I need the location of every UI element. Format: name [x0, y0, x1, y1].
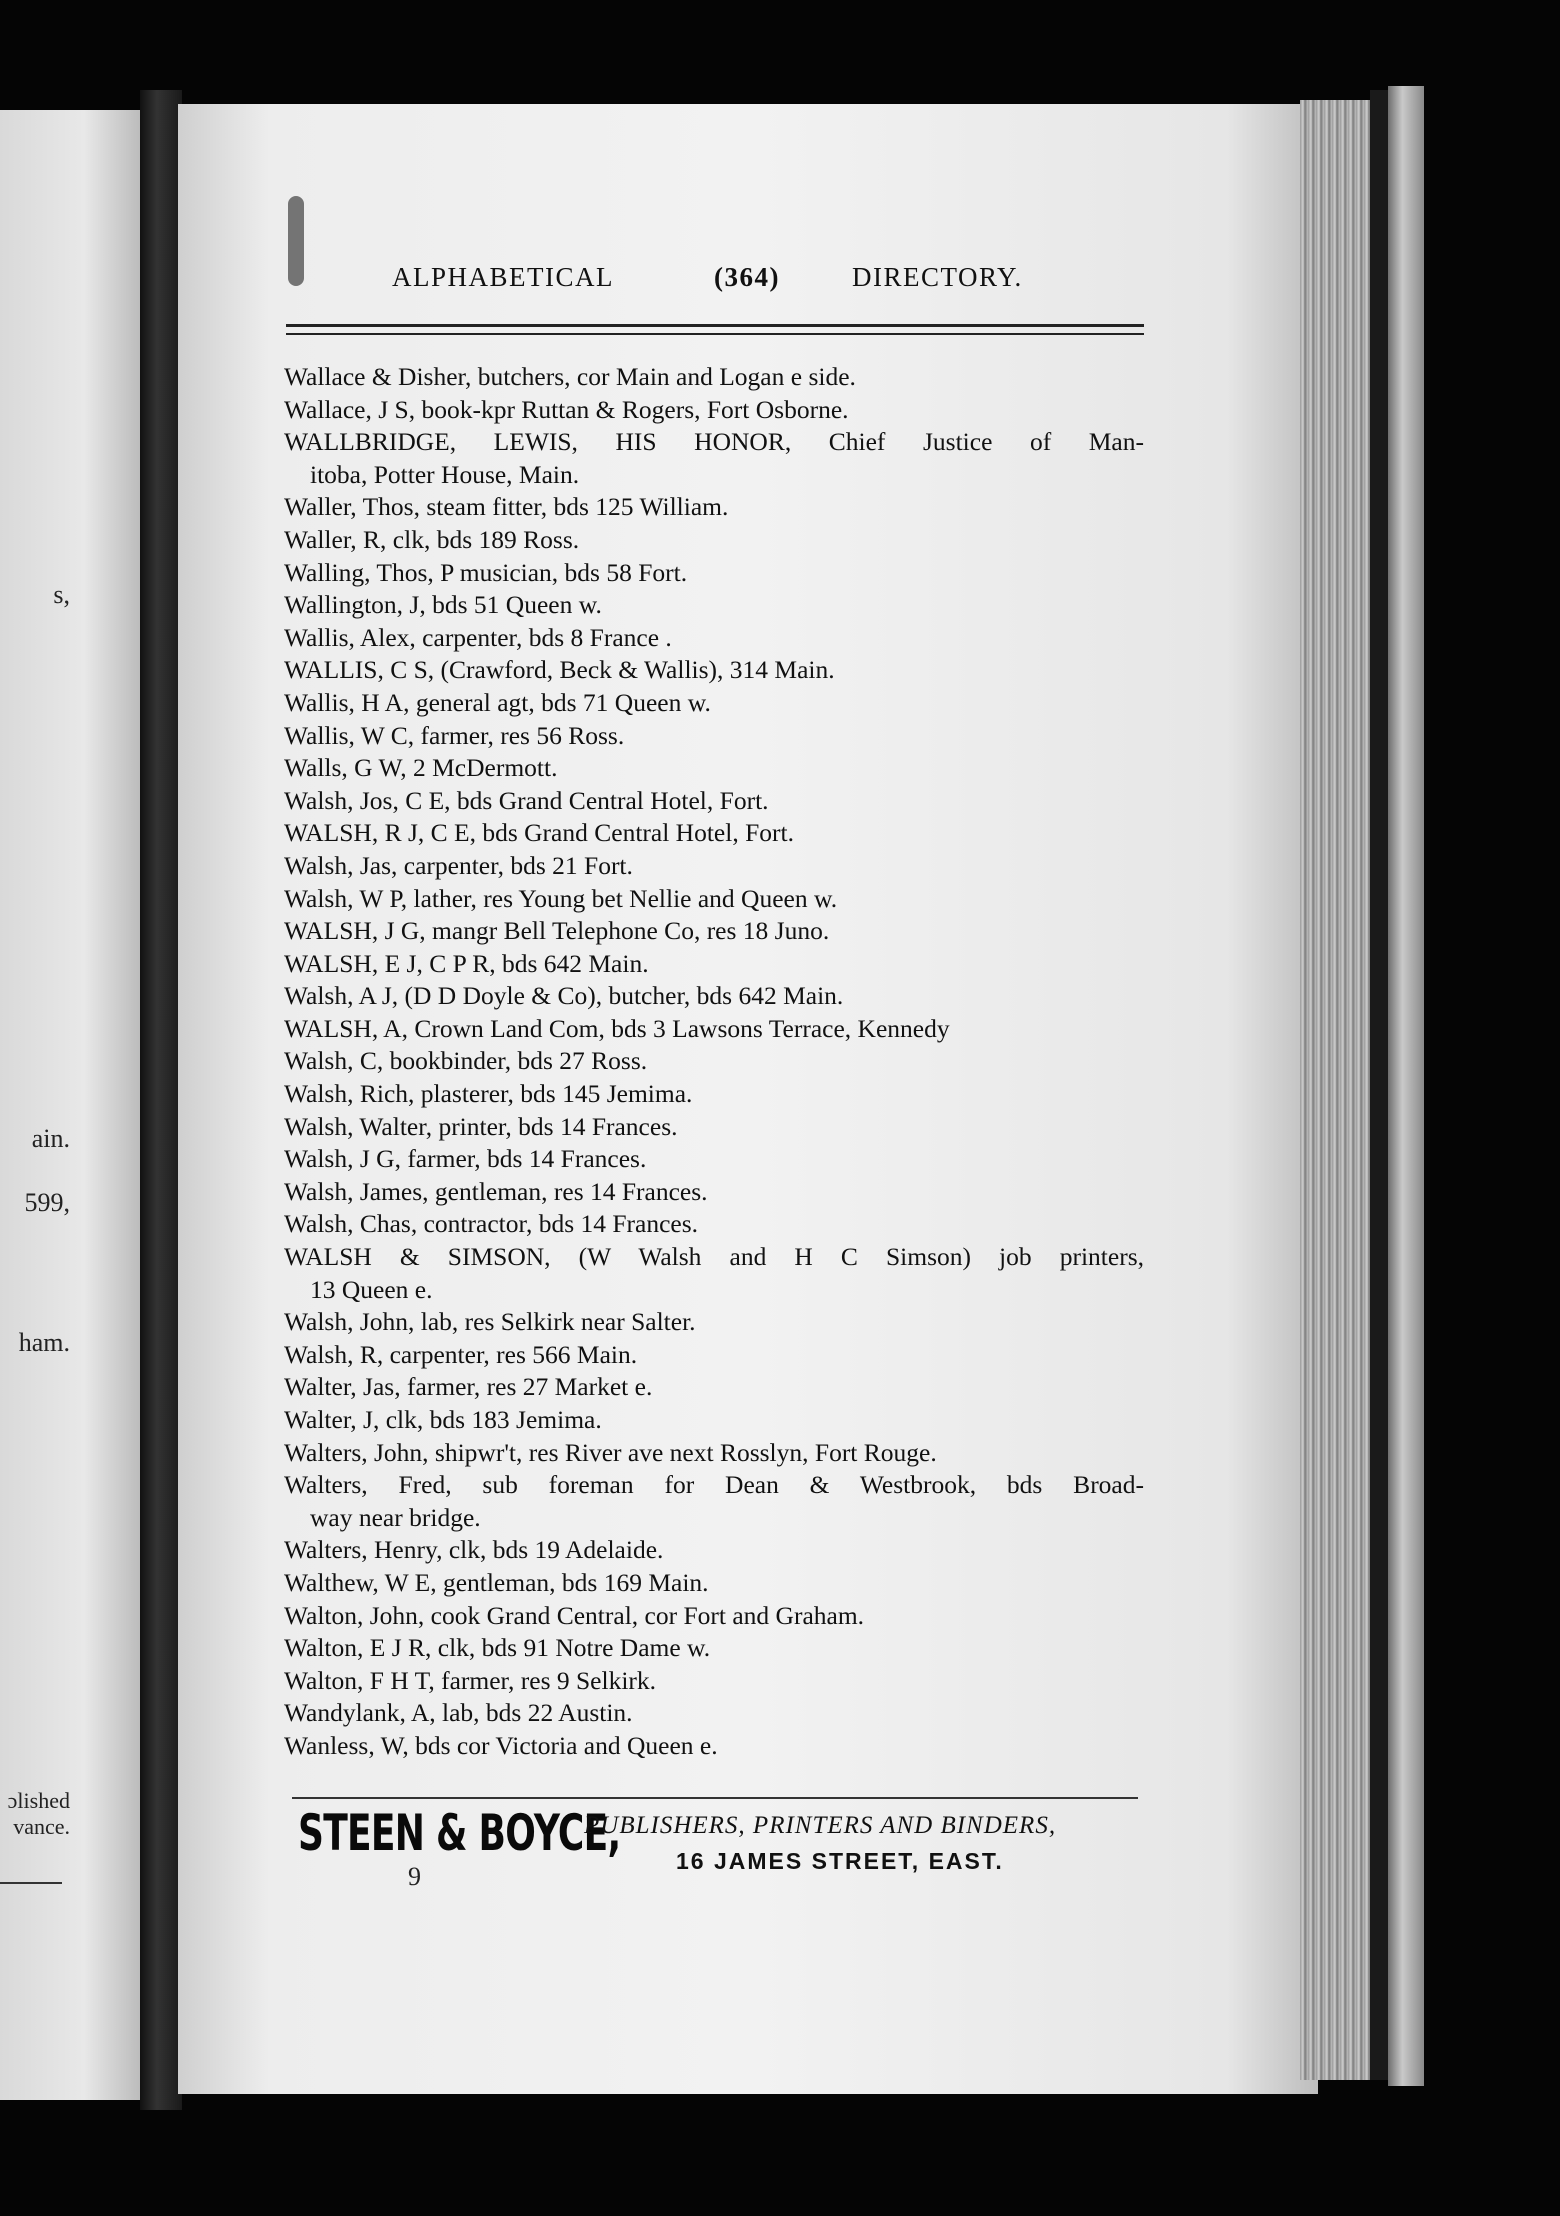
entry-line: WALLBRIDGE, LEWIS, HIS HONOR, Chief Justice of Man- [284, 427, 1144, 457]
directory-entry [284, 361, 1154, 394]
header-title-left: ALPHABETICAL [392, 262, 614, 292]
entry-line: WALLIS, C S, (Crawford, Beck & Wallis), 314 Main. [284, 655, 835, 685]
directory-entry [284, 1665, 1154, 1698]
entry-line: Waller, Thos, steam fitter, bds 125 William. [284, 492, 729, 522]
entry-line: Wallace & Disher, butchers, cor Main and Logan e side. [284, 362, 856, 391]
entry-line: Wallis, H A, general agt, bds 71 Queen w. [284, 687, 711, 717]
entry-line: Walsh, John, lab, res Selkirk near Salter. [284, 1307, 696, 1337]
directory-entry [284, 817, 1154, 850]
directory-entry [284, 720, 1154, 753]
entry-line: Walls, G W, 2 McDermott. [284, 753, 558, 783]
directory-entry [284, 589, 1154, 622]
directory-entry [284, 426, 1154, 491]
page-edges [1300, 100, 1370, 2080]
directory-entry [284, 394, 1154, 427]
footer-rule [292, 1797, 1138, 1799]
entry-line: Wallace, J S, book-kpr Ruttan & Rogers, Fort Osborne. [284, 394, 849, 424]
book-cover-edge [1388, 86, 1424, 2086]
entry-line: Walthew, W E, gentleman, bds 169 Main. [284, 1567, 709, 1597]
directory-entries [284, 361, 1154, 1763]
entry-line: Walsh, R, carpenter, res 566 Main. [284, 1339, 638, 1369]
entry-line: Walton, John, cook Grand Central, cor Fort and Graham. [284, 1600, 865, 1630]
entry-line: WALSH & SIMSON, (W Walsh and H C Simson) job printers, [284, 1242, 1144, 1272]
entry-line: Walsh, J G, farmer, bds 14 Frances. [284, 1144, 647, 1174]
page-edge-shadow [1370, 90, 1388, 2080]
directory-entry [284, 1567, 1154, 1600]
directory-entry [284, 1241, 1154, 1306]
publisher-brand: STEEN & BOYCE, [298, 1804, 621, 1862]
directory-entry [284, 491, 1154, 524]
publisher-address: 16 JAMES STREET, EAST. [676, 1848, 1004, 1874]
entry-line: Walsh, C, bookbinder, bds 27 Ross. [284, 1046, 648, 1076]
header-title-right: DIRECTORY. [852, 262, 1023, 292]
directory-entry [284, 1469, 1154, 1534]
entry-continuation: itoba, Potter House, Main. [310, 459, 580, 489]
directory-entry [284, 1208, 1154, 1241]
directory-entry [284, 752, 1154, 785]
entry-line: WALSH, A, Crown Land Com, bds 3 Lawsons Terrace, Kennedy [284, 1013, 950, 1043]
left-page-edge [0, 110, 140, 2100]
entry-line: WALSH, R J, C E, bds Grand Central Hotel, Fort. [284, 818, 794, 848]
directory-entry [284, 883, 1154, 916]
entry-line: Walsh, W P, lather, res Young bet Nellie and Queen w. [284, 883, 838, 913]
directory-entry [284, 1143, 1154, 1176]
directory-entry [284, 1534, 1154, 1567]
entry-line: WALSH, J G, mangr Bell Telephone Co, res 18 Juno. [284, 916, 830, 946]
entry-line: Walling, Thos, P musician, bds 58 Fort. [284, 557, 688, 587]
directory-entry [284, 1697, 1154, 1730]
left-page-fragment: ham. [18, 1328, 70, 1357]
left-page-rule [0, 1882, 62, 1884]
entry-line: Walsh, Jas, carpenter, bds 21 Fort. [284, 850, 633, 880]
entry-line: Walters, Fred, sub foreman for Dean & Westbrook, bds Broad- [284, 1470, 1144, 1500]
entry-line: Walsh, Jos, C E, bds Grand Central Hotel, Fort. [284, 785, 769, 815]
header-rule [286, 324, 1144, 327]
directory-entry [284, 1404, 1154, 1437]
directory-entry [284, 1600, 1154, 1633]
directory-entry [284, 1013, 1154, 1046]
left-page-fragment: ɔlished [7, 1788, 70, 1813]
directory-entry [284, 1176, 1154, 1209]
entry-line: Walsh, Walter, printer, bds 14 Frances. [284, 1111, 678, 1141]
entry-continuation: 13 Queen e. [310, 1274, 433, 1304]
book-gutter [140, 90, 182, 2110]
directory-entry [284, 1306, 1154, 1339]
directory-entry [284, 1111, 1154, 1144]
publisher-tagline: PUBLISHERS, PRINTERS AND BINDERS, [584, 1812, 1057, 1839]
entry-line: Walton, F H T, farmer, res 9 Selkirk. [284, 1665, 657, 1695]
header-rule [286, 333, 1144, 335]
directory-entry [284, 785, 1154, 818]
entry-line: Walsh, Rich, plasterer, bds 145 Jemima. [284, 1079, 693, 1109]
entry-line: WALSH, E J, C P R, bds 642 Main. [284, 948, 649, 978]
entry-line: Wallis, Alex, carpenter, bds 8 France . [284, 622, 672, 652]
entry-line: Walters, Henry, clk, bds 19 Adelaide. [284, 1535, 664, 1565]
directory-entry [284, 980, 1154, 1013]
entry-line: Walsh, A J, (D D Doyle & Co), butcher, bds 642 Main. [284, 981, 844, 1011]
directory-entry [284, 1045, 1154, 1078]
directory-entry [284, 1437, 1154, 1470]
entry-line: Walters, John, shipwr't, res River ave next Rosslyn, Fort Rouge. [284, 1437, 937, 1467]
entry-line: Walsh, James, gentleman, res 14 Frances. [284, 1176, 708, 1206]
signature-mark: 9 [408, 1862, 421, 1891]
directory-entry [284, 1339, 1154, 1372]
entry-line: Wanless, W, bds cor Victoria and Queen e. [284, 1730, 718, 1760]
entry-line: Wandylank, A, lab, bds 22 Austin. [284, 1698, 633, 1728]
entry-line: Walter, J, clk, bds 183 Jemima. [284, 1405, 602, 1434]
page-number: (364) [714, 262, 780, 292]
left-page-fragment: s, [53, 580, 70, 609]
directory-entry [284, 1371, 1154, 1404]
entry-line: Wallington, J, bds 51 Queen w. [284, 590, 602, 620]
directory-entry [284, 654, 1154, 687]
directory-entry [284, 1632, 1154, 1665]
left-page-fragment: vance. [13, 1814, 70, 1839]
directory-entry [284, 1078, 1154, 1111]
directory-entry [284, 948, 1154, 981]
directory-entry [284, 687, 1154, 720]
ink-smudge [288, 196, 304, 286]
entry-line: Wallis, W C, farmer, res 56 Ross. [284, 720, 625, 750]
entry-continuation: way near bridge. [310, 1502, 481, 1532]
directory-entry [284, 557, 1154, 590]
entry-line: Walter, Jas, farmer, res 27 Market e. [284, 1372, 653, 1402]
directory-entry [284, 1730, 1154, 1763]
left-page-fragment: ain. [31, 1124, 70, 1153]
entry-line: Walton, E J R, clk, bds 91 Notre Dame w. [284, 1633, 711, 1663]
directory-entry [284, 524, 1154, 557]
directory-entry [284, 850, 1154, 883]
entry-line: Walsh, Chas, contractor, bds 14 Frances. [284, 1209, 699, 1239]
directory-entry [284, 622, 1154, 655]
left-page-fragment: 599, [24, 1188, 70, 1217]
directory-entry [284, 915, 1154, 948]
entry-line: Waller, R, clk, bds 189 Ross. [284, 524, 580, 554]
